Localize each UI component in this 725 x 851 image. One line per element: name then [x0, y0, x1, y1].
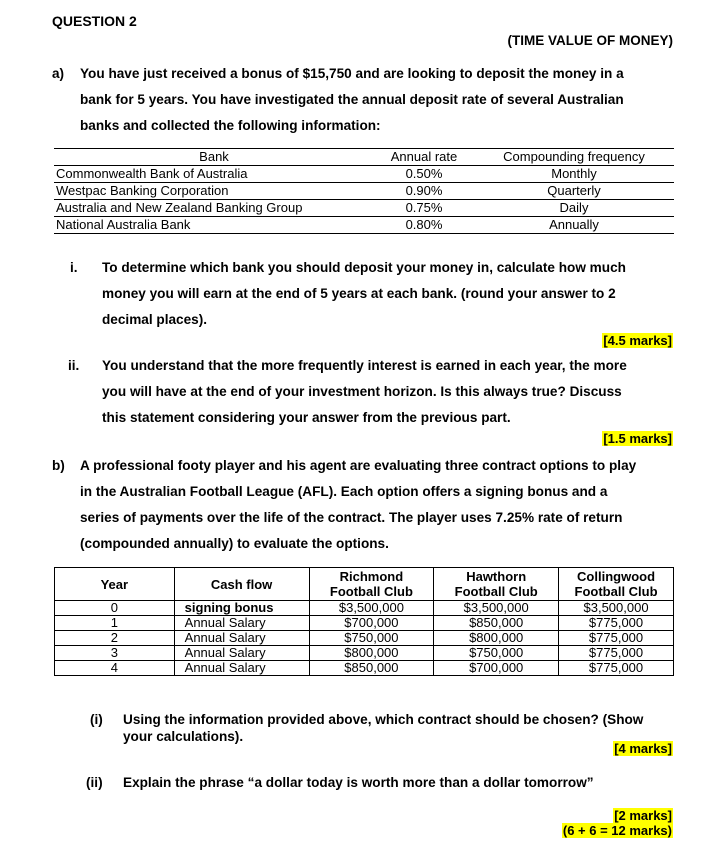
part-a-line: You have just received a bonus of $15,750 and are looking to deposit the money in a — [80, 66, 624, 81]
annual-rate: 0.75% — [374, 200, 474, 217]
part-b-line: A professional footy player and his agent are evaluating three contract options to play — [80, 458, 637, 473]
table-row — [54, 217, 674, 234]
marks-a-ii-text: [1.5 marks] — [603, 431, 672, 446]
year-cell: 2 — [55, 631, 175, 646]
collingwood-cell: $775,000 — [559, 646, 674, 661]
sub-ii-label: ii. — [68, 358, 80, 373]
sub-i-label: i. — [70, 260, 78, 275]
bank-table — [54, 148, 674, 234]
richmond-cell: $3,500,000 — [309, 601, 434, 616]
sub-ii-text — [102, 353, 682, 431]
table-row — [55, 646, 674, 661]
table-row — [55, 631, 674, 646]
cash-flow-cell: Annual Salary — [174, 646, 309, 661]
b-sub-ii-text: Explain the phrase “a dollar today is worth more than a dollar tomorrow” — [123, 775, 594, 790]
compounding-frequency: Annually — [474, 217, 674, 234]
compounding-frequency: Quarterly — [474, 183, 674, 200]
bank-table-header — [54, 149, 674, 166]
part-a-label: a) — [52, 66, 65, 81]
marks-b-i-text: [4 marks] — [614, 741, 672, 756]
hawthorn-cell: $700,000 — [434, 661, 559, 676]
table-row — [55, 616, 674, 631]
b-sub-ii-label: (ii) — [86, 775, 103, 790]
year-cell: 3 — [55, 646, 175, 661]
col-header-hawthorn — [434, 568, 559, 601]
b-sub-i-text — [123, 711, 683, 745]
part-b-line: (compounded annually) to evaluate the options. — [80, 536, 389, 551]
sub-ii-line: you will have at the end of your investment horizon. Is this always true? Discuss — [102, 384, 622, 399]
col-header-bank: Bank — [54, 149, 374, 166]
collingwood-cell: $775,000 — [559, 661, 674, 676]
annual-rate: 0.90% — [374, 183, 474, 200]
table-row — [54, 200, 674, 217]
col-header-richmond — [309, 568, 434, 601]
cash-flow-cell: Annual Salary — [174, 661, 309, 676]
hawthorn-cell: $750,000 — [434, 646, 559, 661]
richmond-cell: $800,000 — [309, 646, 434, 661]
hawthorn-cell: $850,000 — [434, 616, 559, 631]
cash-flow-cell: signing bonus — [174, 601, 309, 616]
richmond-cell: $850,000 — [309, 661, 434, 676]
annual-rate: 0.50% — [374, 166, 474, 183]
col-header-cash-flow: Cash flow — [174, 568, 309, 601]
hawthorn-cell: $3,500,000 — [434, 601, 559, 616]
marks-a-i — [602, 333, 673, 348]
part-b-label: b) — [52, 458, 65, 473]
sub-i-line: To determine which bank you should deposit your money in, calculate how much — [102, 260, 626, 275]
richmond-cell: $700,000 — [309, 616, 434, 631]
marks-b-ii-text: [2 marks] — [614, 808, 672, 823]
table-row — [54, 183, 674, 200]
marks-a-ii — [602, 431, 673, 446]
part-b-text — [80, 453, 680, 557]
topic-heading: (TIME VALUE OF MONEY) — [507, 33, 673, 48]
question-title: QUESTION 2 — [52, 13, 137, 29]
year-cell: 1 — [55, 616, 175, 631]
marks-a-i-text: [4.5 marks] — [603, 333, 672, 348]
richmond-header-text: Richmond Football Club — [329, 569, 413, 599]
collingwood-cell: $775,000 — [559, 631, 674, 646]
col-header-annual-rate: Annual rate — [374, 149, 474, 166]
bank-name: National Australia Bank — [54, 217, 374, 234]
b-sub-i-line: Using the information provided above, which contract should be chosen? (Show — [123, 712, 644, 727]
hawthorn-cell: $800,000 — [434, 631, 559, 646]
table-row — [54, 166, 674, 183]
afl-table-header — [55, 568, 674, 601]
sub-ii-line: this statement considering your answer from the previous part. — [102, 410, 511, 425]
table-row — [55, 601, 674, 616]
sub-i-line: money you will earn at the end of 5 years at each bank. (round your answer to 2 — [102, 286, 616, 301]
sub-ii-line: You understand that the more frequently interest is earned in each year, the more — [102, 358, 627, 373]
year-cell: 4 — [55, 661, 175, 676]
col-header-collingwood — [559, 568, 674, 601]
richmond-cell: $750,000 — [309, 631, 434, 646]
col-header-compounding: Compounding frequency — [474, 149, 674, 166]
sub-i-text — [102, 255, 682, 333]
afl-contract-table — [54, 567, 674, 676]
bank-name: Australia and New Zealand Banking Group — [54, 200, 374, 217]
compounding-frequency: Monthly — [474, 166, 674, 183]
part-b-line: in the Australian Football League (AFL). Each option offers a signing bonus and a — [80, 484, 608, 499]
marks-b-ii — [562, 808, 673, 838]
col-header-year: Year — [55, 568, 175, 601]
bank-name: Westpac Banking Corporation — [54, 183, 374, 200]
part-a-text — [80, 61, 680, 139]
year-cell: 0 — [55, 601, 175, 616]
collingwood-header-text: Collingwood Football Club — [574, 569, 658, 599]
collingwood-cell: $3,500,000 — [559, 601, 674, 616]
compounding-frequency: Daily — [474, 200, 674, 217]
bank-name: Commonwealth Bank of Australia — [54, 166, 374, 183]
collingwood-cell: $775,000 — [559, 616, 674, 631]
annual-rate: 0.80% — [374, 217, 474, 234]
part-a-line: banks and collected the following information: — [80, 118, 381, 133]
b-sub-i-line: your calculations). — [123, 729, 244, 744]
cash-flow-cell: Annual Salary — [174, 616, 309, 631]
part-b-line: series of payments over the life of the contract. The player uses 7.25% rate of return — [80, 510, 623, 525]
sub-i-line: decimal places). — [102, 312, 208, 327]
b-sub-i-label: (i) — [90, 712, 103, 727]
marks-b-i — [613, 741, 673, 756]
part-a-line: bank for 5 years. You have investigated the annual deposit rate of several Australian — [80, 92, 624, 107]
hawthorn-header-text: Hawthorn Football Club — [454, 569, 538, 599]
cash-flow-cell: Annual Salary — [174, 631, 309, 646]
total-marks-text: (6 + 6 = 12 marks) — [562, 823, 672, 838]
table-row — [55, 661, 674, 676]
